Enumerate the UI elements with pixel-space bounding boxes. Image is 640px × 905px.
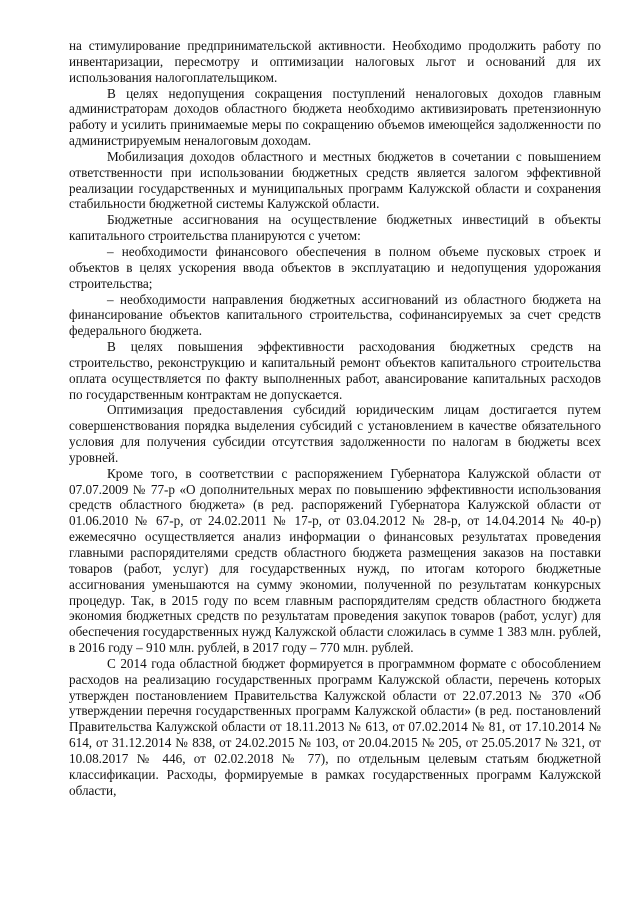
paragraph-non-tax-revenue: В целях недопущения сокращения поступлений неналоговых доходов главным администраторам доходов областного бюджета необходимо активизировать претензионную работу и усилить принимаемые меры по сокращению объемов имеющейся задолженности по администрируемым неналоговым доходам. [69, 85, 601, 149]
paragraph-tax-incentives: на стимулирование предпринимательской активности. Необходимо продолжить работу по инвентаризации, пересмотру и оптимизации налоговых льгот и оснований для их использования налогоплательщиком. [69, 38, 601, 85]
paragraph-governor-order: Кроме того, в соответствии с распоряжением Губернатора Калужской области от 07.07.2009 № 77-р «О дополнительных мерах по повышению эффективности использования средств областного бюджета» (в ред. распоряжений Губернатора Калужской области от 01.06.2010 № 67-р, от 24.02.2011 № 17-р, от 03.04.2012 № 28-р, от 14.04.2014 № 40-р) ежемесячно осуществляется анализ информации о финансовых результатах проведения главными распорядителями средств областного бюджета размещения заказов на поставки товаров (работ, услуг) для государственных нужд, по итогам которого бюджетные ассигнования уменьшаются на сумму экономии, полученной по результатам конкурсных процедур. Так, в 2015 году по всем главным распорядителям средств областного бюджета экономия бюджетных средств по результатам проведения закупок товаров (работ, услуг) для обеспечения государственных нужд Калужской области сложилась в сумме 1 383 млн. рублей, в 2016 году – 910 млн. рублей, в 2017 году – 770 млн. рублей. [69, 465, 601, 656]
paragraph-subsidies: Оптимизация предоставления субсидий юридическим лицам достигается путем совершенствования порядка выделения субсидий с установлением в качестве обязательного условия для получения субсидии отсутствия задолженности по налогам в бюджеты всех уровней. [69, 402, 601, 465]
paragraph-investment-allocations: Бюджетные ассигнования на осуществление бюджетных инвестиций в объекты капитального строительства планируются с учетом: [69, 212, 601, 244]
paragraph-budget-mobilization: Мобилизация доходов областного и местных бюджетов в сочетании с повышением ответственности при использовании бюджетных средств является залогом эффективной реализации государственных и муниципальных программ Калужской области и сохранения стабильности бюджетной системы Калужской области. [69, 148, 601, 212]
paragraph-program-format: С 2014 года областной бюджет формируется в программном формате с обособлением расходов на реализацию государственных программ Калужской области, перечень которых утвержден постановлением Правительства Калужской области от 22.07.2013 № 370 «Об утверждении перечня государственных программ Калужской области» (в ред. постановлений Правительства Калужской области от 18.11.2013 № 613, от 07.02.2014 № 81, от 17.10.2014 № 614, от 31.12.2014 № 838, от 24.02.2015 № 103, от 20.04.2015 № 205, от 25.05.2017 № 321, от 10.08.2017 № 446, от 02.02.2018 № 77), по отдельным целевым статьям бюджетной классификации. Расходы, формируемые в рамках государственных программ Калужской области, [69, 655, 601, 798]
paragraph-construction-payment: В целях повышения эффективности расходования бюджетных средств на строительство, реконструкцию и капитальный ремонт объектов капитального строительства оплата осуществляется по факту выполненных работ, авансирование капитальных расходов по государственным контрактам не допускается. [69, 339, 601, 402]
list-item-cofinancing: – необходимости направления бюджетных ассигнований из областного бюджета на финансирование объектов капитального строительства, софинансируемых за счет средств федерального бюджета. [69, 291, 601, 339]
list-item-financing-launch: – необходимости финансового обеспечения в полном объеме пусковых строек и объектов в целях ускорения ввода объектов в эксплуатацию и недопущения удорожания строительства; [69, 243, 601, 291]
